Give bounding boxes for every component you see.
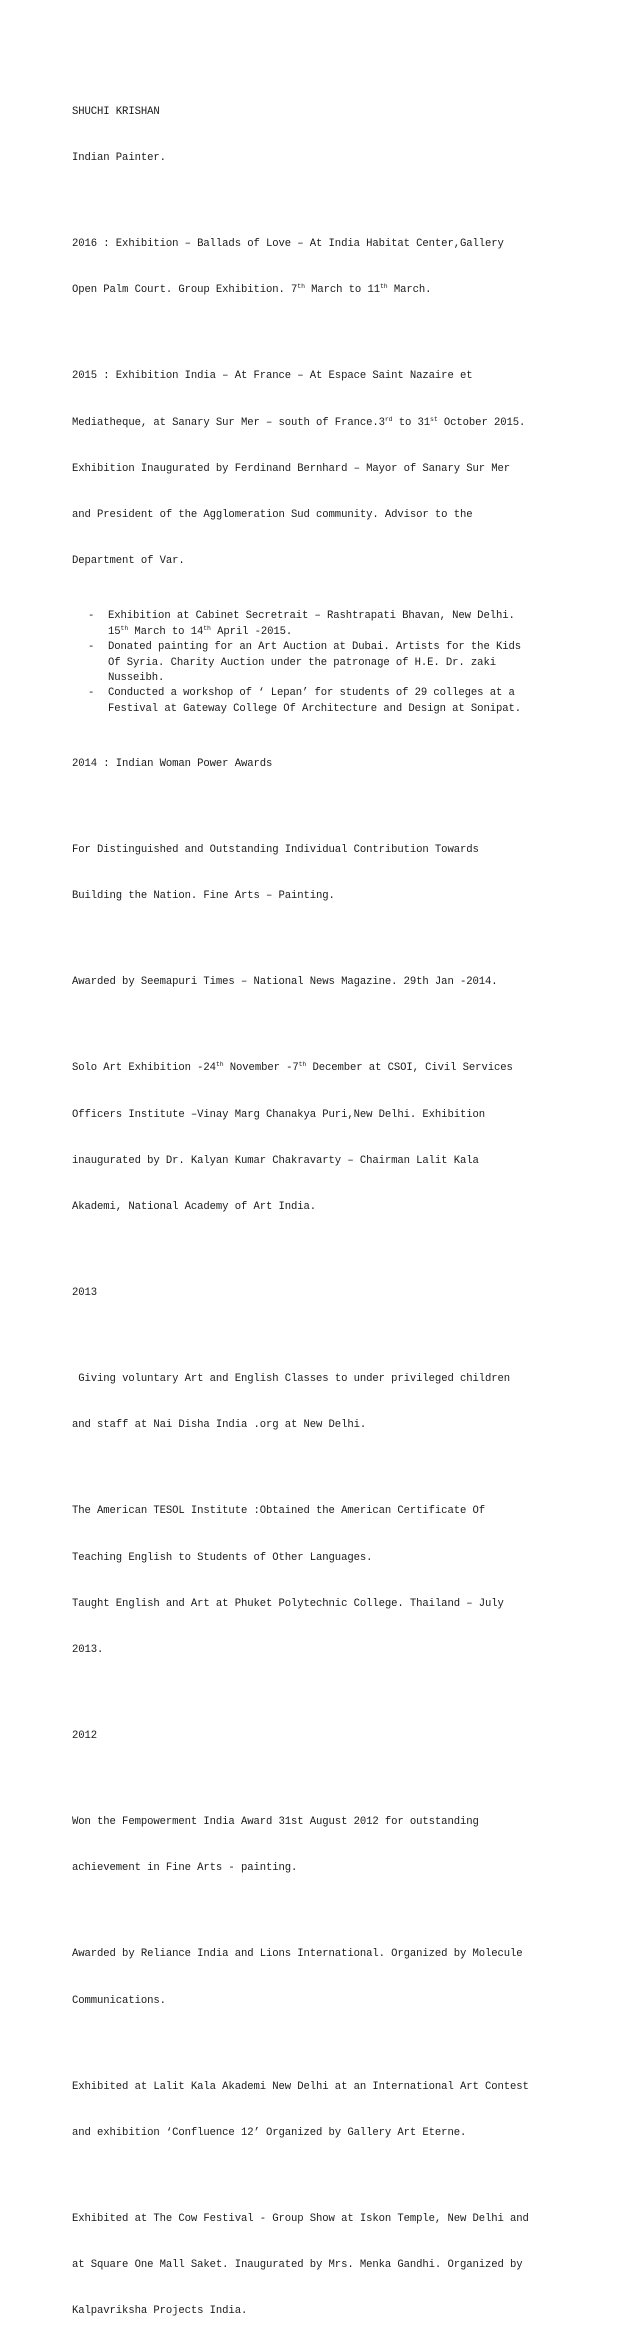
entry-2013-paragraph: Giving voluntary Art and English Classes to under privileged children and staff at Nai Disha India .org at New Delhi. <box>72 1373 511 1432</box>
header-block <box>72 74 578 197</box>
entry-2012-title: 2012 <box>72 1730 98 1743</box>
entry-2014-title: 2014 : Indian Woman Power Awards <box>72 758 273 771</box>
entry-2015-bullets <box>72 609 578 717</box>
entry-2015 <box>72 339 578 601</box>
entry-2015-line-5: Department of Var. <box>72 555 185 568</box>
entry-2015-line-4: and President of the Agglomeration Sud community. Advisor to the <box>72 508 473 521</box>
bullet-item: - Exhibition at Cabinet Secretrait – Rashtrapati Bhavan, New Delhi. 15th March to 14th April -2015. <box>88 610 515 638</box>
entry-2014-paragraph: For Distinguished and Outstanding Individual Contribution Towards Building the Nation. Fine Arts – Painting. <box>72 844 479 903</box>
bullet-item: - Donated painting for an Art Auction at Dubai. Artists for the Kids Of Syria. Charity Auction under the patronage of H.E. Dr. zaki Nusseibh. <box>88 641 521 685</box>
bullet-dash: - <box>88 687 95 700</box>
entry-2012-paragraph: Awarded by Reliance India and Lions International. Organized by Molecule Communications. <box>72 1948 523 2007</box>
entry-2013-title: 2013 <box>72 1287 98 1300</box>
artist-name: SHUCHI KRISHAN <box>72 105 160 118</box>
entry-2012-paragraph: Exhibited at The Cow Festival - Group Show at Iskon Temple, New Delhi and at Square One Mall Saket. Inaugurated by Mrs. Menka Gandhi. Organized by Kalpavriksha Projects India. <box>72 2212 529 2318</box>
entry-2015-line-2: Mediatheque, at Sanary Sur Mer – south of France.3rd to 31st October 2015. <box>72 415 526 429</box>
entry-2015-line-3: Exhibition Inaugurated by Ferdinand Bernhard – Mayor of Sanary Sur Mer <box>72 462 511 475</box>
entry-2012-paragraph: Exhibited at Lalit Kala Akademi New Delhi at an International Art Contest and exhibition ‘Confluence 12’ Organized by Gallery Art Eterne. <box>72 2080 529 2139</box>
bullet-dash: - <box>88 610 95 623</box>
entry-2013-paragraph: The American TESOL Institute :Obtained the American Certificate Of Teaching English to Students of Other Languages. Taught English and Art at Phuket Polytechnic College. Thailand – July 2013. <box>72 1505 504 1656</box>
entry-2014-paragraph: Solo Art Exhibition -24th November -7th December at CSOI, Civil Services Officers Institute –Vinay Marg Chanakya Puri,New Delhi. Exhibition inaugurated by Dr. Kalyan Kumar Chakravarty – Chairman Lalit Kala Akademi, National Academy of Art India. <box>72 1061 513 1214</box>
artist-role: Indian Painter. <box>72 152 166 165</box>
entry-2016-line-1: 2016 : Exhibition – Ballads of Love – At India Habitat Center,Gallery <box>72 238 504 251</box>
bullet-item: - Conducted a workshop of ‘ Lepan’ for students of 29 colleges at a Festival at Gateway College Of Architecture and Design at Sonipat. <box>88 687 521 715</box>
entry-2015-line-1: 2015 : Exhibition India – At France – At Espace Saint Nazaire et <box>72 370 473 383</box>
entry-2014-paragraph: Awarded by Seemapuri Times – National News Magazine. 29th Jan -2014. <box>72 976 498 989</box>
entry-2016 <box>72 206 578 329</box>
bullet-dash: - <box>88 641 95 654</box>
entry-2012-paragraph: Won the Fempowerment India Award 31st August 2012 for outstanding achievement in Fine Arts - painting. <box>72 1816 479 1875</box>
entry-2016-line-2: Open Palm Court. Group Exhibition. 7th March to 11th March. <box>72 283 432 297</box>
